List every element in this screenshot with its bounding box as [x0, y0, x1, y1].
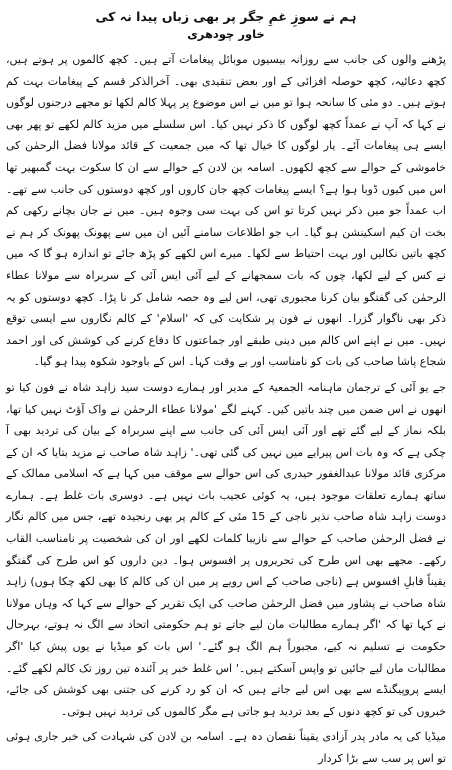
author-byline: خاور چودھری: [187, 27, 265, 41]
article-paragraph: جے یو آئی کے ترجمان ماہنامہ الجمعیۃ کے مدیر اور ہمارے دوست سید زاہد شاہ نے فون کیا تو انھوں نے اس ضمن میں چند باتیں کیں۔ کہنے لگے 'مولانا عطاء الرحمٰن نے واک آؤٹ نہیں کیا تھا، بلکہ نماز کے لیے گئے تھے اور آئی ایس آئی کی جانب سے اپنے سربراہ کے بیان کی تردید بھی آ چکی ہے کہ وہ بات اس پیرایے میں نہیں کی گئی تھی۔' زاہد شاہ صاحب نے مزید بتایا کہ ان کے مرکزی قائد مولانا عبدالغفور حیدری کی اس حوالے سے موقف میں کہا ہے کہ اسلامی ممالک کے ساتھ ہمارے تعلقات موجود ہیں، یہ کوئی عجیب بات نہیں ہے۔ دوسری بات غلط ہے۔ ہمارے دوست زاہد شاہ صاحب نذیر ناجی کے 15 مئی کے کالم پر بھی رنجیدہ تھے، جس میں کالم نگار نے فضل الرحمٰن صاحب کے حوالے سے نازیبا کلمات لکھے اور ان کی شخصیت پر نامناسب القاب رکھے۔ مجھے بھی اس طرح کی تحریروں پر افسوس ہوا۔ دین داروں کو اس طرح کی گفتگو یقیناً قابلِ افسوس ہے (ناجی صاحب کے اس رویے پر میں ان کی کالم کا بھی لکھ چکا ہوں) زاہد شاہ صاحب نے پشاور میں فضل الرحمٰن صاحب کی ایک تقریر کے حوالے سے کہا کہ وہاں مولانا نے کہا تھا کہ 'اگر ہمارے مطالبات مان لیے جاتے تو ہم حکومتی اتحاد سے الگ نہ ہوتے، بہرحال حکومت نے تسلیم نہ کیے، مجبوراً ہم الگ ہو گئے۔' اس بات کو میڈیا نے یوں پیش کیا 'اگر مطالبات مان لیے جائیں تو واپس آسکتے ہیں۔' اس غلط خبر پر آئندہ تین روز تک کالم لکھے گئے۔ ایسے پروپیگنڈے سے بھی اس لیے جاتے ہیں کہ ان کو رد کرنے کی جتنی بھی کوشش کی جائے، خبروں کی تو کچھ دنوں کے بعد تردید ہو جاتی ہے مگر کالموں کی تردید نہیں ہوتی۔: [6, 380, 446, 718]
article-paragraph: پڑھنے والوں کی جانب سے روزانہ بیسیوں موبائل پیغامات آتے ہیں۔ کچھ کالموں پر ہوتے ہیں، کچھ دعائیہ، کچھ حوصلہ افزائی کے اور بعض تنقیدی بھی۔ آخرالذکر قسم کے پیغامات بہت کم ہوتے ہیں۔ دو مئی کا سانحہ ہوا تو میں نے اس موضوع پر پہلا کالم لکھا تو مجھے درجنوں لوگوں نے کہا کہ آپ نے عمداً کچھ لوگوں کا ذکر نہیں کیا۔ اس سلسلے میں مزید کالم لکھے تو پھر بھی ایسے ہی پیغامات آئے۔ یار لوگوں کا خیال تھا کہ میں جمعیت کے قائد مولانا فضل الرحمٰن کی خاموشی کے حوالے سے کچھ لکھوں۔ اسامہ بن لادن کے حوالے سے ان کا سکوت بہت گمبھیر تھا اس میں کیوں ڈوبا ہوا ہے؟ ایسے پیغامات کچھ جان کاروں اور کچھ دوستوں کی جانب سے تھے۔ اب عمداً جو میں ذکر نہیں کرتا تو اس کی بہت سی وجوہ ہیں۔ میں نے جان بچانے رکھی کم بخت ان کیم اسکینشن ہو گیا۔ اب جو اطلاعات سامنے آئیں ان میں سے پھونک پھونک کر ہم نے کچھ باتیں نکالیں اور بہت احتیاط سے لکھا۔ میرے اس لکھے کو پڑھ جائے تو اندازہ ہو گا کہ میں نے کس کے لیے لکھا، چوں کہ بات سمجھانے کے لیے آئی ایس آئی کے سربراہ سے مولانا عطاء الرحمٰن کی گفتگو بیان کرنا مجبوری تھی، اس لیے وہ حصہ شامل کر نا پڑا۔ کچھ دوستوں کو یہ ذکر بھی ناگوار گزرا۔ انھوں نے فون پر شکایت کی کہ 'اسلام' کے کالم نگاروں سے ایسی توقع نہیں۔ میں نے اپنے اس کالم میں دینی طبقے اور جماعتوں کا دفاع کرنے کی کوشش کی اور احمد شجاع پاشا صاحب کی بات کو نامناسب اور بے وقت کہا۔ اس کے باوجود شکوہ پیدا ہو گیا۔: [6, 53, 446, 369]
article-headline: ہم نے سوزِ غمِ جگر پر بھی زباں پیدا نہ کی: [95, 9, 357, 24]
article-paragraph: میڈیا کی یہ مادر پدر آزادی یقیناً نقصان دہ ہے۔ اسامہ بن لادن کی شہادت کی خبر جاری ہوئی تو اس پر سب سے بڑا کردار: [6, 730, 446, 765]
